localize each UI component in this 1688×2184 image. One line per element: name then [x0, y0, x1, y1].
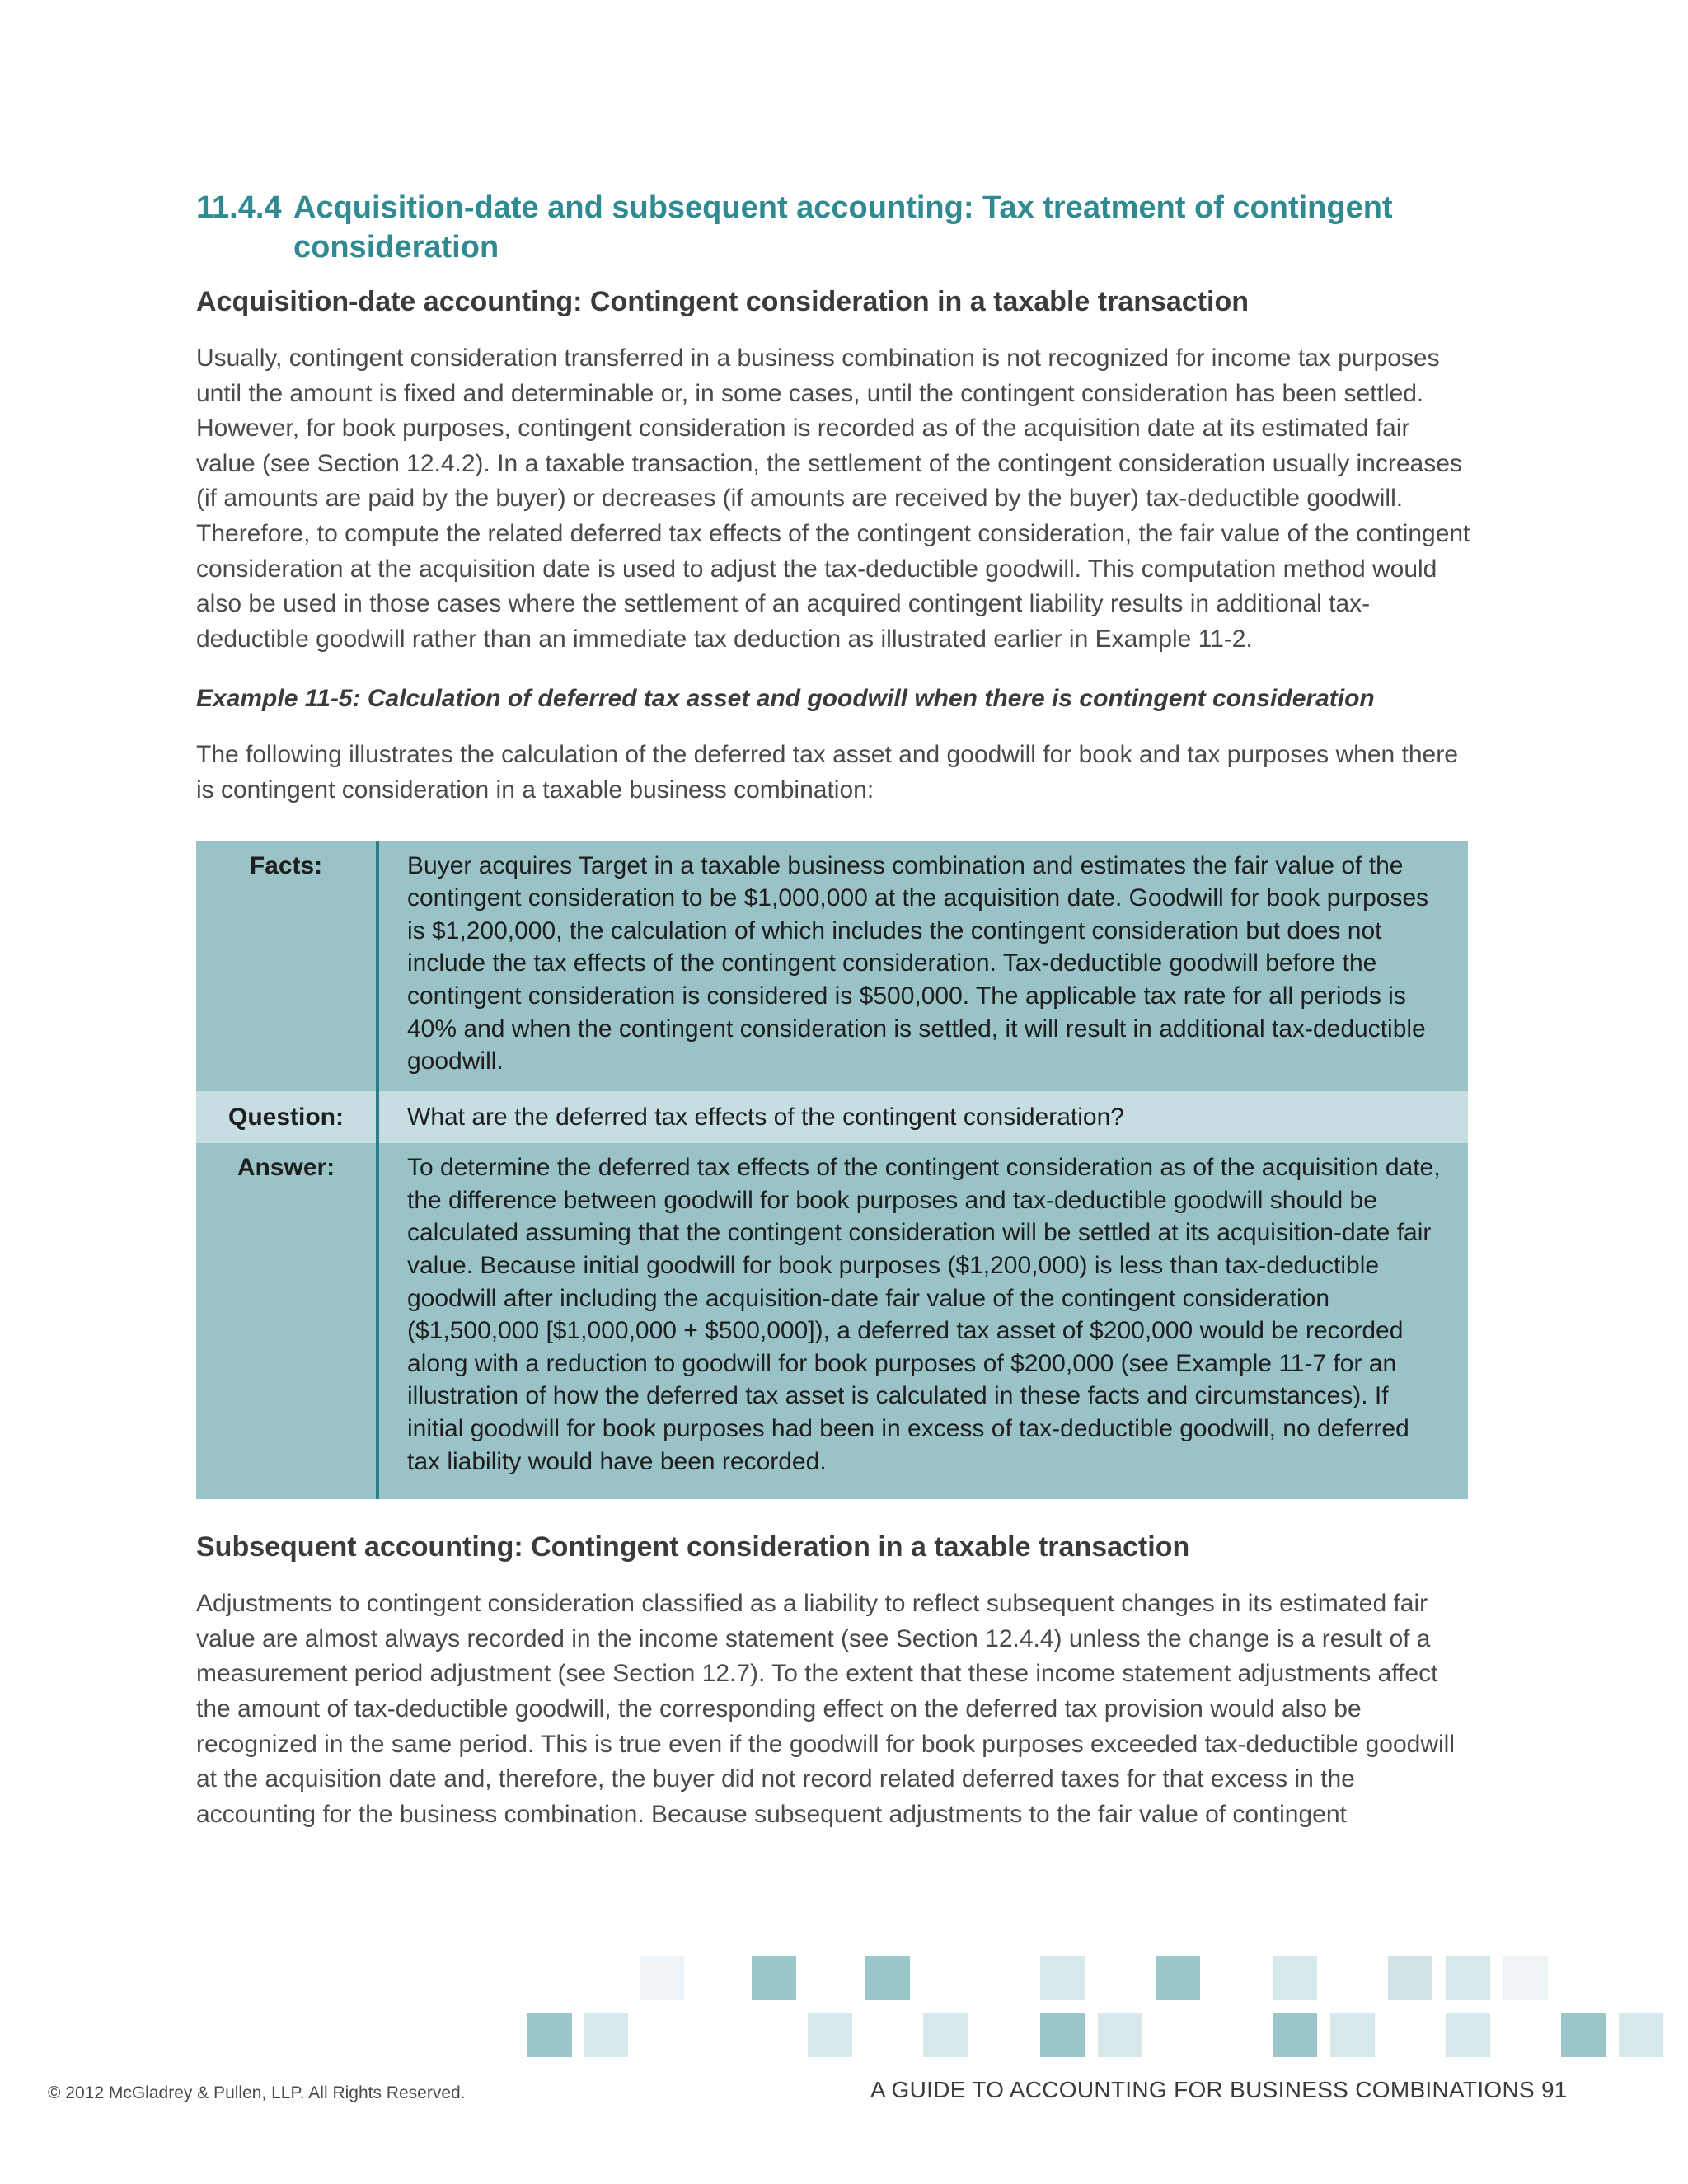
decor-square	[1040, 2013, 1085, 2057]
guide-title: A GUIDE TO ACCOUNTING FOR BUSINESS COMBINATIONS	[870, 2077, 1535, 2102]
decor-square	[1330, 2013, 1375, 2057]
decor-square	[1561, 2013, 1606, 2057]
decor-square	[1098, 2013, 1142, 2057]
page-number: 91	[1541, 2077, 1568, 2102]
answer-text: To determine the deferred tax effects of the contingent consideration as of the acquisition date, the difference between goodwill for book purposes and tax-deductible goodwill should be calculated assuming that the contingent consideration will be settled at its acquisition-date fair value. Because initial goodwill for book purposes ($1,200,000) is less than tax-deductible goodwill after including the acquisition-date fair value of the contingent consideration ($1,500,000 [$1,000,000 + $500,000]), a deferred tax asset of $200,000 would be recorded along with a reduction to goodwill for book purposes of $200,000 (see Example 11-7 for an illustration of how the deferred tax asset is calculated in these facts and circumstances). If initial goodwill for book purposes had been in excess of tax-deductible goodwill, no deferred tax liability would have been recorded.	[377, 1143, 1468, 1499]
copyright-notice: © 2012 McGladrey & Pullen, LLP. All Rights Reserved.	[48, 2083, 466, 2102]
facts-row	[196, 841, 1468, 1091]
decor-square	[1503, 1956, 1548, 2000]
question-row	[196, 1091, 1468, 1144]
page-content	[196, 188, 1474, 1832]
subsequent-accounting-heading: Subsequent accounting: Contingent consideration in a taxable transaction	[196, 1531, 1190, 1563]
decor-square	[1273, 1956, 1317, 2000]
question-label: Question:	[196, 1091, 377, 1144]
section-number: 11.4.4	[196, 190, 282, 225]
example-intro: The following illustrates the calculation of the deferred tax asset and goodwill for book and tax purposes when there is contingent consideration in a taxable business combination:	[196, 741, 1458, 804]
facts-label: Facts:	[196, 841, 377, 1091]
decor-square	[752, 1956, 796, 2000]
facts-text: Buyer acquires Target in a taxable business combination and estimates the fair value of the contingent consideration to be $1,000,000 at the acquisition date. Goodwill for book purposes is $1,200,000, the calculation of which includes the contingent consideration but does not include the tax effects of the contingent consideration. Tax-deductible goodwill before the contingent consideration is considered is $500,000. The applicable tax rate for all periods is 40% and when the contingent consideration is settled, it will result in additional tax-deductible goodwill.	[377, 841, 1468, 1091]
decor-square	[640, 1956, 684, 2000]
example-table	[196, 841, 1468, 1500]
decor-square	[1446, 1956, 1490, 2000]
decor-square	[528, 2013, 572, 2057]
decor-square	[1040, 1956, 1085, 2000]
decor-square	[1273, 2013, 1317, 2057]
decor-square	[923, 2013, 968, 2057]
subsequent-accounting-paragraph: Adjustments to contingent consideration classified as a liability to reflect subsequent changes in its estimated fair value are almost always recorded in the income statement (see Section 12.4.4) unless the change is a result of a measurement period adjustment (see Section 12.7). To the extent that these income statement adjustments affect the amount of tax-deductible goodwill, the corresponding effect on the deferred tax provision would also be recognized in the same period. This is true even if the goodwill for book purposes exceeded tax-deductible goodwill at the acquisition date and, therefore, the buyer did not record related deferred taxes for that excess in the accounting for the business combination. Because subsequent adjustments to the fair value of contingent	[196, 1590, 1456, 1828]
decor-square	[1156, 1956, 1200, 2000]
acquisition-date-paragraph: Usually, contingent consideration transferred in a business combination is not recognized for income tax purposes until the amount is fixed and determinable or, in some cases, until the contingent consideration has been settled. However, for book purposes, contingent consideration is recorded as of the acquisition date at its estimated fair value (see Section 12.4.2). In a taxable transaction, the settlement of the contingent consideration usually increases (if amounts are paid by the buyer) or decreases (if amounts are received by the buyer) tax-deductible goodwill. Therefore, to compute the related deferred tax effects of the contingent consideration, the fair value of the contingent consideration at the acquisition date is used to adjust the tax-deductible goodwill. This computation method would also be used in those cases where the settlement of an acquired contingent liability results in additional tax-deductible goodwill rather than an immediate tax deduction as illustrated earlier in Example 11-2.	[196, 344, 1470, 653]
answer-row	[196, 1143, 1468, 1499]
question-text: What are the deferred tax effects of the contingent consideration?	[377, 1091, 1468, 1144]
section-title: Acquisition-date and subsequent accounting: Tax treatment of contingent consideration	[293, 190, 1393, 265]
decor-square	[865, 1956, 910, 2000]
decor-square	[1619, 2013, 1663, 2057]
acquisition-date-heading: Acquisition-date accounting: Contingent consideration in a taxable transaction	[196, 286, 1250, 317]
answer-label: Answer:	[196, 1143, 377, 1499]
decor-square	[584, 2013, 628, 2057]
example-title: Example 11-5: Calculation of deferred tax asset and goodwill when there is contingent consideration	[196, 685, 1375, 713]
decor-square	[808, 2013, 852, 2057]
decor-square	[1446, 2013, 1490, 2057]
section-heading	[196, 188, 1474, 267]
decor-square	[1388, 1956, 1432, 2000]
